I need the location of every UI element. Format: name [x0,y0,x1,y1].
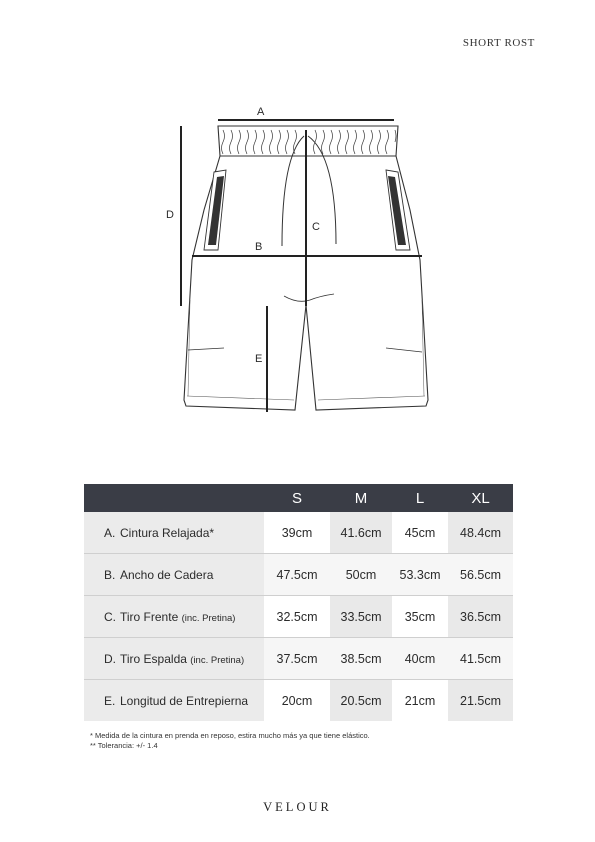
size-chart-table [84,484,513,721]
table-row [84,638,513,680]
table-row [84,512,513,554]
footnotes [90,731,370,751]
header-blank [84,484,264,512]
label-b: B [255,241,263,253]
value-cell: 35cm [392,596,448,638]
value-cell: 50cm [330,554,392,596]
header-size-xl: XL [448,484,513,512]
label-a: A [257,106,265,118]
row-label: E. Longitud de Entrepierna [84,680,264,722]
label-d: D [166,209,174,221]
row-label: A. Cintura Relajada* [84,512,264,554]
table-row [84,554,513,596]
header-size-l: L [392,484,448,512]
footnote-waist: * Medida de la cintura en prenda en reposo, estira mucho más ya que tiene elástico. [90,731,370,740]
table-row [84,680,513,722]
row-label: D. Tiro Espalda (inc. Pretina) [84,638,264,680]
brand-logo: VELOUR [263,800,332,814]
value-cell: 21cm [392,680,448,722]
value-cell: 40cm [392,638,448,680]
header-size-m: M [330,484,392,512]
value-cell: 45cm [392,512,448,554]
value-cell: 38.5cm [330,638,392,680]
value-cell: 33.5cm [330,596,392,638]
value-cell: 20.5cm [330,680,392,722]
label-c: C [312,221,320,233]
value-cell: 41.5cm [448,638,513,680]
row-label: B. Ancho de Cadera [84,554,264,596]
row-label: C. Tiro Frente (inc. Pretina) [84,596,264,638]
shorts-illustration [160,100,440,420]
product-title: SHORT ROST [462,37,535,49]
value-cell: 56.5cm [448,554,513,596]
value-cell: 21.5cm [448,680,513,722]
value-cell: 53.3cm [392,554,448,596]
value-cell: 37.5cm [264,638,330,680]
value-cell: 20cm [264,680,330,722]
value-cell: 48.4cm [448,512,513,554]
value-cell: 32.5cm [264,596,330,638]
shorts-diagram [160,100,440,420]
value-cell: 39cm [264,512,330,554]
value-cell: 41.6cm [330,512,392,554]
footnote-tolerance: ** Tolerancia: +/- 1.4 [90,741,158,750]
table-header-row [84,484,513,512]
value-cell: 36.5cm [448,596,513,638]
value-cell: 47.5cm [264,554,330,596]
label-e: E [255,353,263,365]
header-size-s: S [264,484,330,512]
table-row [84,596,513,638]
